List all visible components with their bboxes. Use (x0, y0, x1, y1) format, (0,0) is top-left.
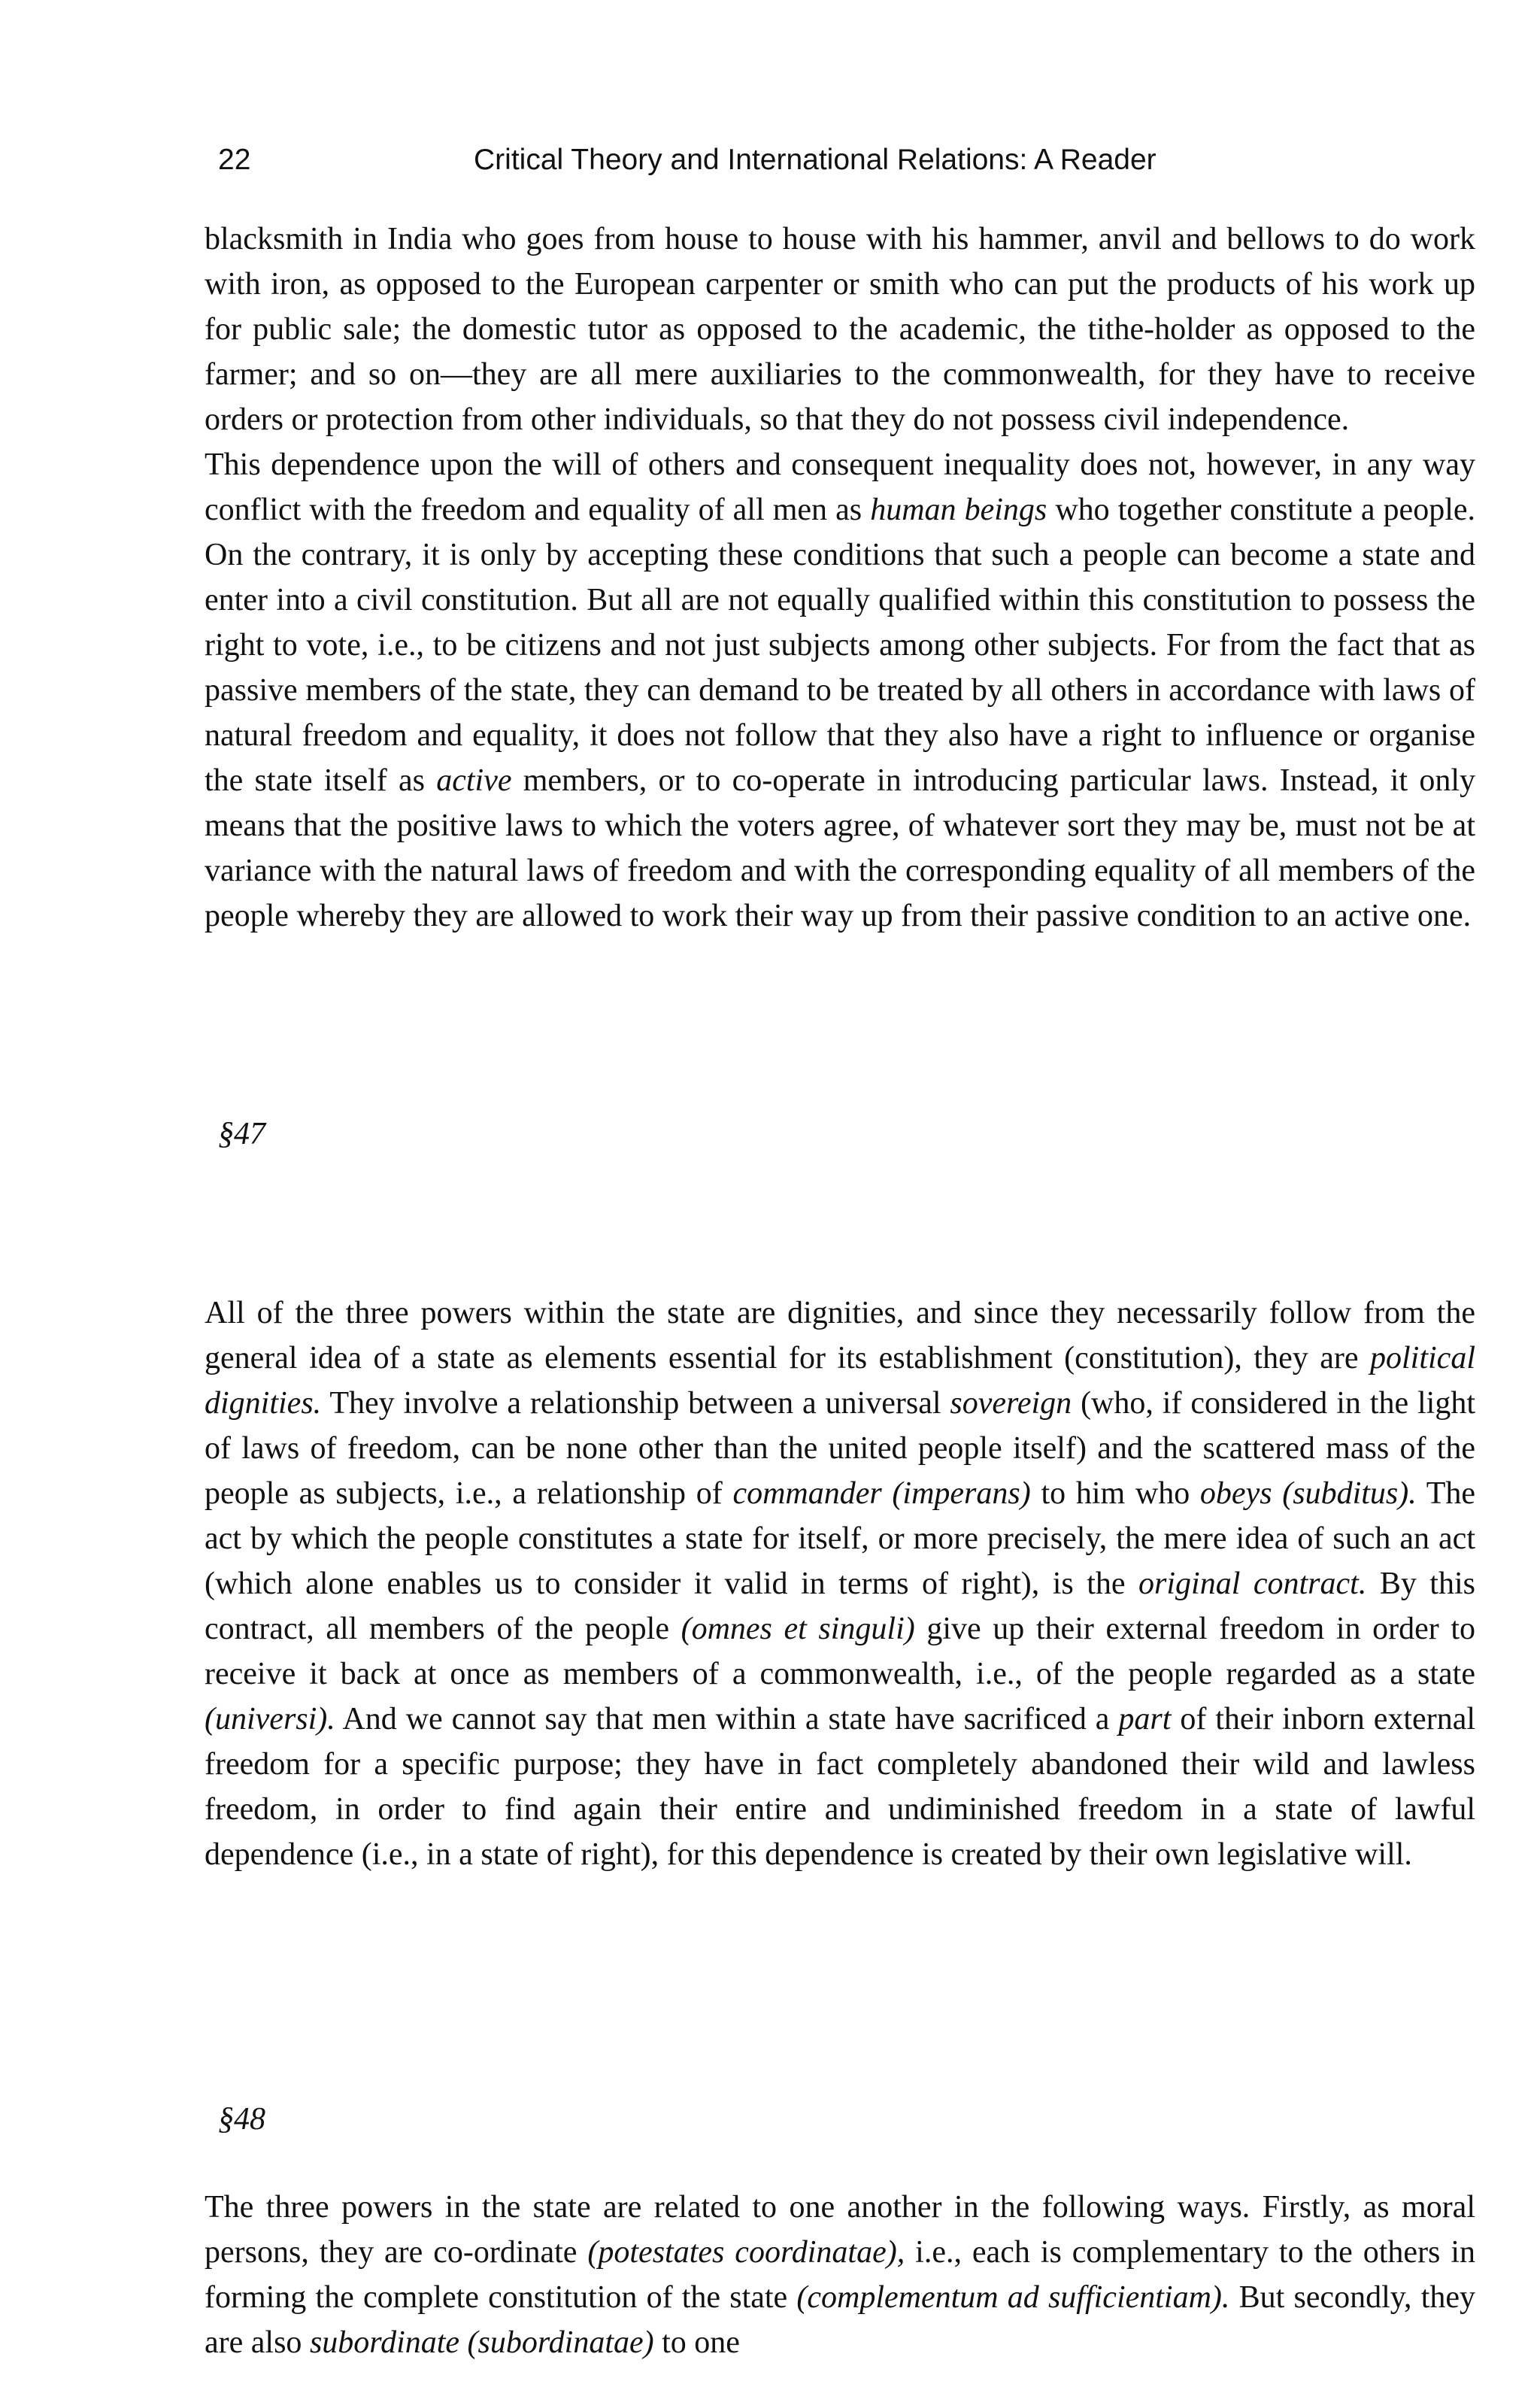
paragraph-dependence (205, 442, 1475, 939)
text-run: But secondly, they are also (205, 2280, 1476, 2360)
text-run: All of the three powers within the state are dignities, and since they necessarily follow from the general idea of a state as elements essential for its establishment (constitution), they are (205, 1296, 1475, 1375)
text-run: (who, if considered in the light of laws of freedom, can be none other than the united people itself) and the scattered mass of the people as subjects, i.e., a relationship of (205, 1386, 1475, 1511)
text-run: to one (653, 2325, 740, 2360)
text-run: The act by which the people constitutes a state for itself, or more precisely, the mere idea of such an act (which alone enables us to consider it valid in terms of right), is the (205, 1476, 1476, 1601)
text-block-section-48 (205, 2185, 1475, 2365)
emphasis: original contract. (1138, 1567, 1367, 1601)
emphasis: political dignities. (205, 1341, 1475, 1421)
emphasis-active: active (436, 763, 512, 798)
text-run: i.e., each is complementary to the others in forming the complete constitution of the state (205, 2235, 1476, 2315)
running-title: Critical Theory and International Relations: A Reader (474, 144, 1157, 176)
emphasis: (universi). (205, 1702, 335, 1736)
paragraph-section-47 (205, 1291, 1475, 1877)
emphasis: subordinate (subordinatae) (309, 2325, 654, 2360)
text-run: They involve a relationship between a universal (321, 1386, 950, 1421)
running-header (218, 141, 1466, 179)
text-block-continuation (205, 217, 1475, 939)
text-run: By this contract, all members of the people (205, 1567, 1475, 1646)
paragraph-continuation: blacksmith in India who goes from house to house with his hammer, anvil and bellows to do work with iron, as opposed to the European carpenter or smith who can put the products of his work up for public sale; the domestic tutor as opposed to the academic, the tithe-holder as opposed to the farmer; and so on—they are all mere auxiliaries to the commonwealth, for they have to receive orders or protection from other individuals, so that they do not possess civil independence. (205, 222, 1475, 437)
text-block-section-47 (205, 1291, 1475, 1877)
text-run: The three powers in the state are related to one another in the following ways. Firstly, as moral persons, they are co-ordinate (205, 2190, 1475, 2270)
emphasis: commander (imperans) (732, 1476, 1031, 1511)
emphasis: obeys (subditus). (1199, 1476, 1417, 1511)
text-run: members, or to co-operate in introducing particular laws. Instead, it only means that the positive laws to which the voters agree, of whatever sort they may be, must not be at variance with the natural laws of freedom and with the corresponding equality of all members of the people whereby they are allowed to work their way up from their passive condition to an active one. (205, 763, 1475, 933)
text-run: who together constitute a people. On the contrary, it is only by accepting these conditions that such a people can become a state and enter into a civil constitution. But all are not equally qualified within this constitution to possess the right to vote, i.e., to be citizens and not just subjects among other subjects. For from the fact that as passive members of the state, they can demand to be treated by all others in accordance with laws of natural freedom and equality, it does not follow that they also have a right to influence or organise the state itself as (205, 493, 1476, 798)
text-run: to him who (1030, 1476, 1200, 1511)
emphasis: (omnes et singuli) (681, 1612, 915, 1646)
emphasis: (complementum ad sufficientiam). (796, 2280, 1230, 2315)
emphasis: (potestates coordinatae), (587, 2235, 905, 2270)
section-heading-47: §47 (218, 1117, 265, 1151)
paragraph-section-48 (205, 2185, 1475, 2365)
text-run: This dependence upon the will of others and consequent inequality does not, however, in any way conflict with the freedom and equality of all men as (205, 447, 1475, 527)
page-number: 22 (218, 144, 251, 176)
text-run: give up their external freedom in order to receive it back at once as members of a commonwealth, i.e., of the people regarded as a state (205, 1612, 1476, 1691)
emphasis-human-beings: human beings (870, 493, 1047, 527)
text-run: And we cannot say that men within a state have sacrificed a (335, 1702, 1119, 1736)
emphasis: sovereign (950, 1386, 1072, 1421)
emphasis: part (1118, 1702, 1172, 1736)
text-run: of their inborn external freedom for a specific purpose; they have in fact completely abandoned their wild and lawless freedom, in order to find again their entire and undiminished freedom in a state of lawful dependence (i.e., in a state of right), for this dependence is created by their own legislative will. (205, 1702, 1475, 1872)
section-heading-48: §48 (218, 2102, 265, 2137)
